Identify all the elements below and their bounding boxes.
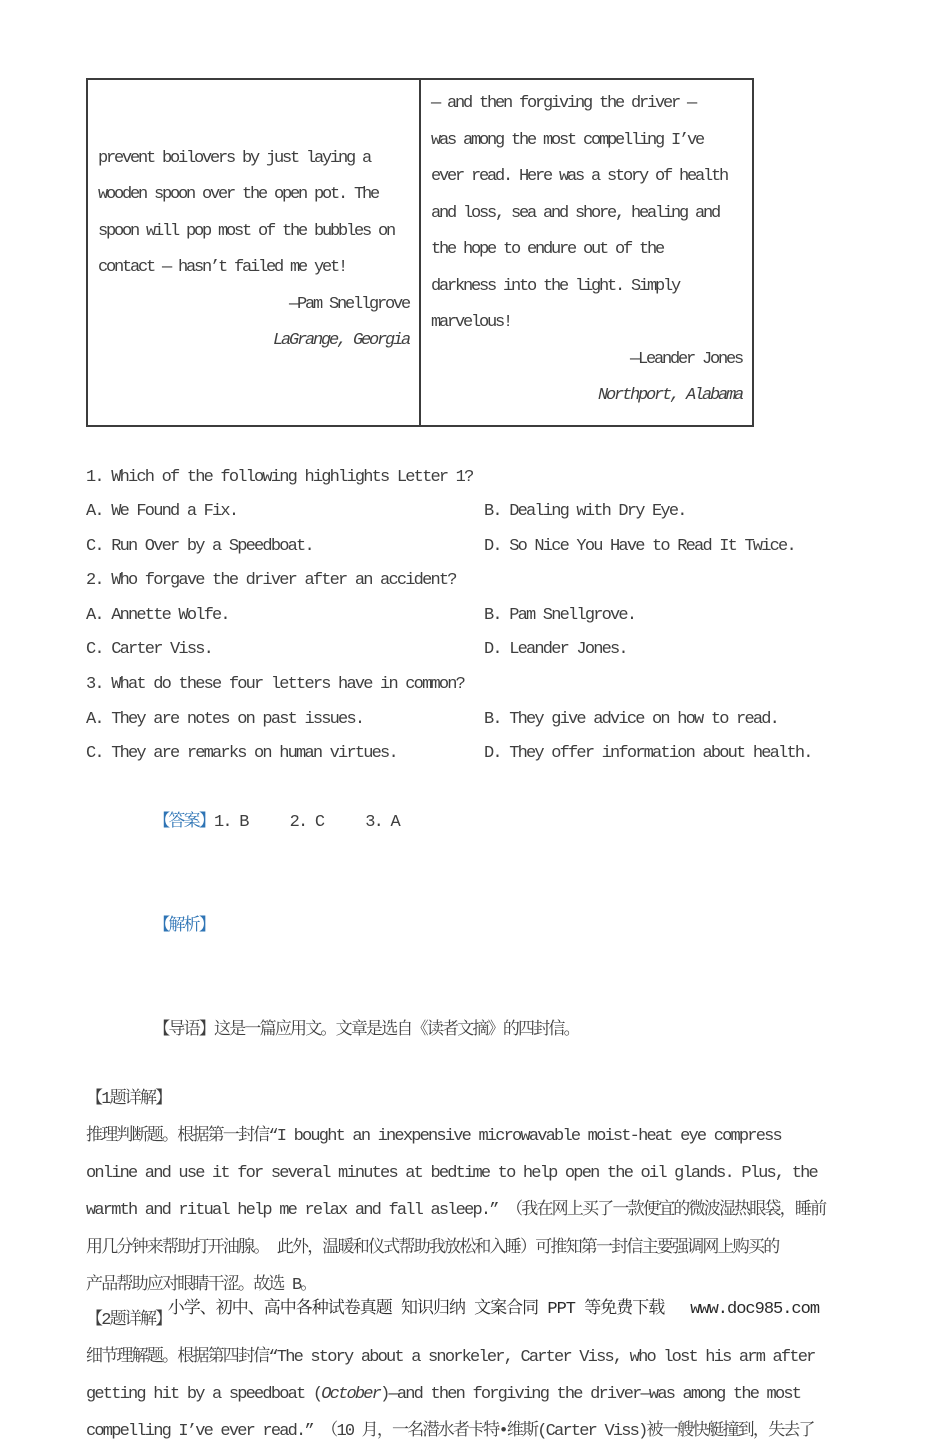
document-content [86,78,866,1451]
explanation-2-line: compelling I’ve ever read.” （10 月，一名潜水者卡特•维斯(Carter Viss)被一艘快艇撞到，失去了 [86,1422,814,1442]
question-1-option-d: D. So Nice You Have to Read It Twice. [484,536,795,556]
answer-values: 1. B 2. C 3. A [214,813,399,833]
question-1-options-ab [86,495,866,530]
question-1-stem: 1. Which of the following highlights Letter 1? [86,467,473,487]
question-2-options-cd [86,633,866,668]
answer-line [86,772,866,876]
question-1-option-c: C. Run Over by a Speedboat. [86,536,313,556]
explanation-1-line: 产品帮助应对眼睛干涩。故选 B。 [86,1275,316,1295]
letter-left-line: spoon will pop most of the bubbles on [98,221,395,241]
footer-url: www.doc985.com [690,1300,820,1319]
question-2-stem: 2. Who forgave the driver after an accident? [86,571,456,591]
explanation-1-title: 【1题详解】 [86,1090,171,1110]
question-2-option-c: C. Carter Viss. [86,640,213,660]
question-3-options-ab [86,703,866,738]
question-3-option-b: B. They give advice on how to read. [484,709,779,729]
question-3-option-c: C. They are remarks on human virtues. [86,744,397,764]
explanation-2-line [86,1376,866,1413]
letter-right-line: and loss, sea and shore, healing and [431,203,720,223]
letter-left-location: LaGrange, Georgia [272,331,409,351]
explanation-2-paragraph [86,1339,866,1451]
letter-right-location: Northport, Alabama [597,386,742,405]
question-3-option-d: D. They offer information about health. [484,744,812,764]
question-2-options-ab [86,599,866,634]
letter-right-line: was among the most compelling I’ve [431,130,704,150]
intro-line [86,979,866,1083]
letter-left-signature: —Pam Snellgrove [288,294,409,314]
letters-table [86,78,754,427]
explanation-1-line: 用几分钟来帮助打开油腺。 此外，温暖和仪式帮助我放松和入睡）可推知第一封信主要强调网上购买的 [86,1238,779,1258]
letter-right-line: darkness into the light. Simply [431,276,680,296]
letter-right-line: marvelous! [431,313,512,332]
explanation-2-line2-pre: getting hit by a speedboat ( [86,1385,322,1405]
letter-left-line: wooden spoon over the open pot. The [98,185,379,205]
letter-right-line: — and then forgiving the driver — [431,94,696,113]
intro-text: 这是一篇应用文。文章是选自《读者文摘》的四封信。 [214,1021,579,1040]
explanation-1-line: warmth and ritual help me relax and fall asleep.” （我在网上买了一款便宜的微波湿热眼袋，睡前 [86,1201,826,1221]
question-3-option-a: A. They are notes on past issues. [86,709,364,729]
letter-right-line: ever read. Here was a story of health [431,167,728,186]
explanation-1-line: online and use it for several minutes at bedtime to help open the oil glands. Plus, the [86,1164,817,1184]
explanation-1-line: 推理判断题。根据第一封信“I bought an inexpensive microwavable moist-heat eye compress [86,1126,781,1146]
analysis-label: 【解析】 [153,917,215,937]
question-2-option-a: A. Annette Wolfe. [86,605,229,625]
explanation-2-line2-post: )—and then forgiving the driver—was among the most [380,1385,801,1405]
question-2-option-b: B. Pam Snellgrove. [484,605,636,625]
explanation-2-line2-italic: October [321,1385,381,1405]
question-1-options-cd [86,530,866,565]
letter-left-line: prevent boilovers by just laying a [98,148,371,168]
explanation-2-title: 【2题详解】 [86,1311,171,1331]
letter-right-line: the hope to endure out of the [431,240,664,259]
letter-right-signature: —Leander Jones [629,349,742,369]
letter-left-line: contact — hasn’t failed me yet! [98,258,347,278]
letter-cell-left [87,79,420,426]
page-footer [0,1274,950,1338]
answer-label: 【答案】 [153,813,215,833]
question-3-options-cd [86,737,866,772]
explanation-2-line: 细节理解题。根据第四封信“The story about a snorkeler, Carter Viss, who lost his arm after [86,1347,815,1367]
question-3-stem: 3. What do these four letters have in common? [86,675,465,695]
letters-table-row [87,79,753,426]
footer-text: 小学、初中、高中各种试卷真题 知识归纳 文案合同 PPT 等免费下载 [167,1300,665,1319]
intro-label: 【导语】 [153,1021,215,1040]
question-1-option-a: A. We Found a Fix. [86,502,238,522]
letter-cell-right [420,79,753,426]
question-2-option-d: D. Leander Jones. [484,640,627,660]
analysis-line [86,876,866,980]
question-1-option-b: B. Dealing with Dry Eye. [484,502,686,522]
